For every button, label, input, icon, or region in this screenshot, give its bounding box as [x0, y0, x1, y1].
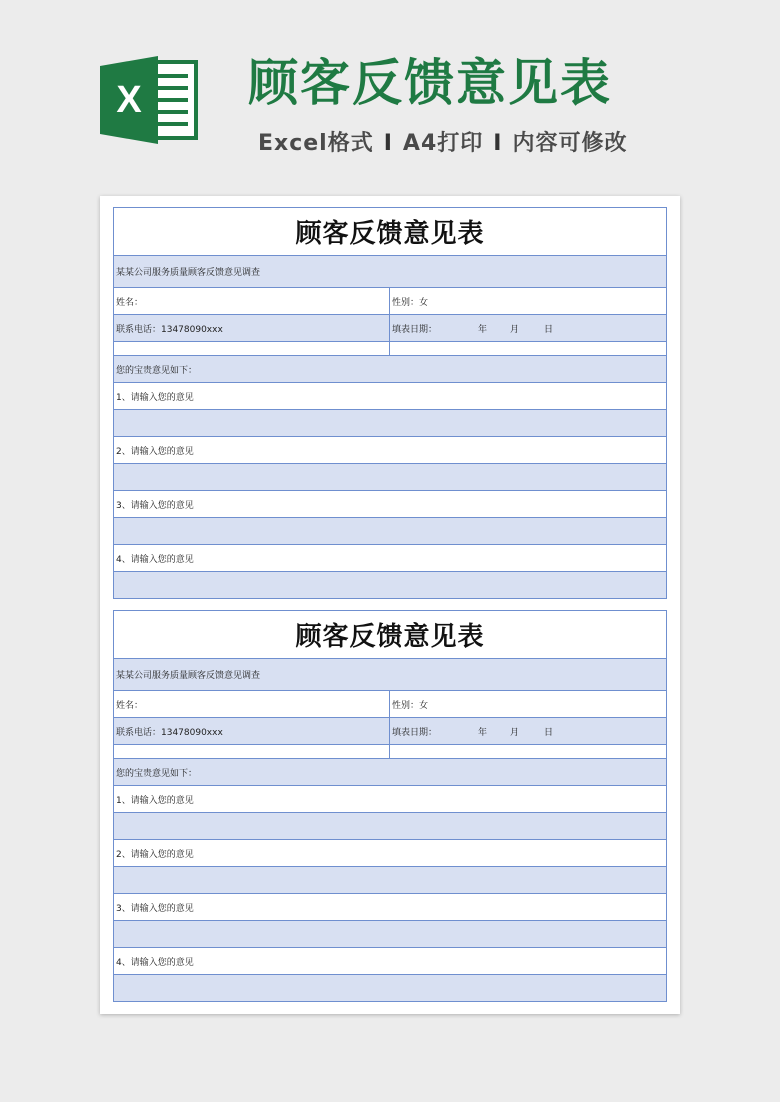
feature-line	[258, 126, 627, 157]
date-cell[interactable]	[390, 718, 666, 744]
feedback-form	[113, 610, 667, 1002]
opinion-cell[interactable]: 4、请输入您的意见	[116, 554, 194, 565]
date-month: 月	[510, 324, 520, 335]
opinion-row	[114, 490, 666, 517]
opinion-header-cell[interactable]: 您的宝贵意见如下：	[116, 365, 198, 376]
opinion-header-row	[114, 355, 666, 382]
feedback-form	[113, 207, 667, 599]
opinion-cell[interactable]: 3、请输入您的意见	[116, 500, 194, 511]
date-label: 填表日期：	[392, 324, 438, 335]
opinion-cell[interactable]: 1、请输入您的意见	[116, 795, 194, 806]
opinion-cell[interactable]: 1、请输入您的意见	[116, 392, 194, 403]
opinion-row	[114, 544, 666, 571]
form-title: 顾客反馈意见表	[295, 622, 485, 652]
document-page	[100, 196, 680, 1014]
opinion-cell[interactable]: 2、请输入您的意见	[116, 849, 194, 860]
gender-cell[interactable]: 性别：女	[392, 297, 429, 308]
blank-row	[114, 744, 666, 758]
feature-print: A4打印	[402, 131, 484, 156]
survey-row	[114, 658, 666, 690]
opinion-answer-row[interactable]	[114, 517, 666, 544]
feature-separator: I	[383, 131, 393, 156]
blank-cell-right[interactable]	[390, 745, 666, 758]
opinion-cell[interactable]: 4、请输入您的意见	[116, 957, 194, 968]
date-day: 日	[544, 727, 554, 738]
opinion-answer-row[interactable]	[114, 812, 666, 839]
opinion-row	[114, 785, 666, 812]
form-title: 顾客反馈意见表	[295, 219, 485, 249]
feature-editable: 内容可修改	[512, 131, 628, 156]
blank-cell-right[interactable]	[390, 342, 666, 355]
opinion-header-row	[114, 758, 666, 785]
date-month: 月	[510, 727, 520, 738]
opinion-answer-row[interactable]	[114, 974, 666, 1001]
name-cell[interactable]: 姓名：	[114, 288, 390, 314]
opinion-answer-row[interactable]	[114, 571, 666, 598]
opinion-answer-row[interactable]	[114, 866, 666, 893]
name-cell[interactable]: 姓名：	[114, 691, 390, 717]
opinion-header-cell[interactable]: 您的宝贵意见如下：	[116, 768, 198, 779]
phone-date-row	[114, 314, 666, 341]
date-day: 日	[544, 324, 554, 335]
page-title: 顾客反馈意见表	[248, 54, 612, 112]
blank-cell-left[interactable]	[114, 745, 390, 758]
opinion-row	[114, 839, 666, 866]
opinion-row	[114, 893, 666, 920]
date-year: 年	[478, 324, 488, 335]
blank-row	[114, 341, 666, 355]
opinion-cell[interactable]: 2、请输入您的意见	[116, 446, 194, 457]
name-gender-row	[114, 287, 666, 314]
opinion-row	[114, 436, 666, 463]
opinion-answer-row[interactable]	[114, 463, 666, 490]
phone-cell[interactable]: 联系电话：13478090xxx	[114, 718, 390, 744]
survey-cell[interactable]: 某某公司服务质量顾客反馈意见调查	[116, 671, 261, 681]
excel-icon	[100, 52, 200, 148]
survey-cell[interactable]: 某某公司服务质量顾客反馈意见调查	[116, 268, 261, 278]
phone-date-row	[114, 717, 666, 744]
gender-cell[interactable]: 性别：女	[392, 700, 429, 711]
feature-format: Excel格式	[258, 131, 374, 156]
opinion-row	[114, 382, 666, 409]
opinion-cell[interactable]: 3、请输入您的意见	[116, 903, 194, 914]
feature-separator: I	[493, 131, 503, 156]
name-gender-row	[114, 690, 666, 717]
blank-cell-left[interactable]	[114, 342, 390, 355]
excel-logo-letter: X	[116, 79, 142, 121]
date-year: 年	[478, 727, 488, 738]
template-header	[0, 0, 780, 180]
opinion-answer-row[interactable]	[114, 920, 666, 947]
phone-cell[interactable]: 联系电话：13478090xxx	[114, 315, 390, 341]
date-cell[interactable]	[390, 315, 666, 341]
opinion-row	[114, 947, 666, 974]
survey-row	[114, 255, 666, 287]
opinion-answer-row[interactable]	[114, 409, 666, 436]
date-label: 填表日期：	[392, 727, 438, 738]
